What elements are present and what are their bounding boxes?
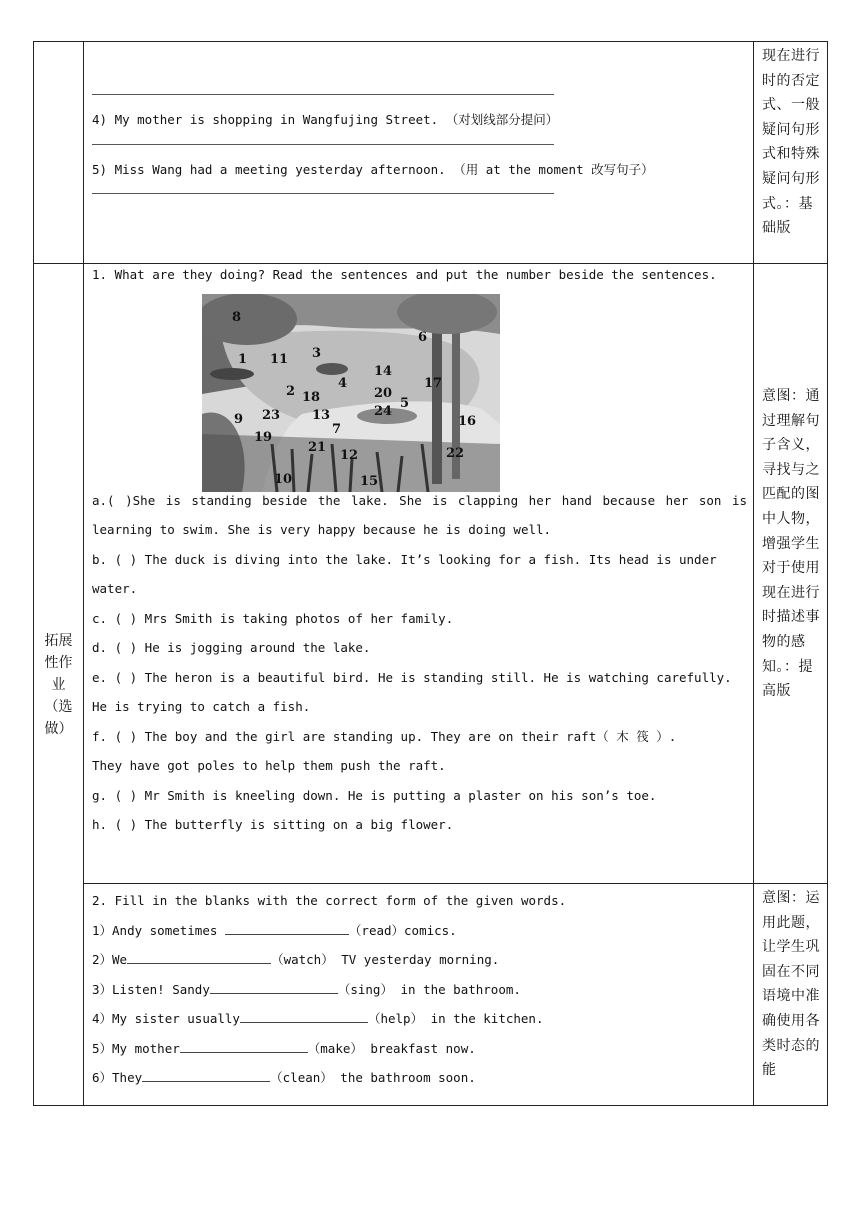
item-e: e. ( ) The heron is a beautiful bird. He is standing still. He is watching carefully. He is trying to catch a fish.	[92, 669, 732, 714]
picture-number: 21	[308, 439, 327, 455]
intent-note-ex2: 意图：运用此题，让学生巩固在不同语境中准确使用各类时态的能	[754, 884, 828, 1106]
picture-number: 8	[232, 309, 242, 325]
fill-item-2	[84, 945, 753, 975]
picture-number: 9	[234, 411, 244, 427]
ex2-instruction: 2. Fill in the blanks with the correct form of the given words.	[92, 893, 567, 908]
row-basic-exercise	[34, 42, 828, 264]
item-g: g. ( ) Mr Smith is kneeling down. He is putting a plaster on his son’s toe.	[92, 787, 657, 803]
fill-item-text: 6）They	[92, 1070, 143, 1085]
blank-line	[142, 1069, 270, 1082]
picture-number: 12	[340, 447, 359, 463]
question-5: 5) Miss Wang had a meeting yesterday afternoon. （用 at the moment 改写句子）	[92, 161, 654, 177]
exercise-cell-basic	[84, 42, 754, 264]
row-extension-ex1	[34, 264, 828, 884]
category-label: 拓展性作业（选做）	[34, 264, 84, 1106]
item-a: a.( )She is standing beside the lake. She is clapping her hand because her son is learning to swim. She is very happy because he is doing well.	[92, 492, 747, 537]
picture-number: 6	[418, 329, 428, 345]
picture-number: 20	[374, 385, 393, 401]
lake-scene-illustration	[202, 294, 500, 492]
fill-item-text: 3）Listen! Sandy	[92, 981, 210, 997]
item-b: b. ( ) The duck is diving into the lake. It’s looking for a fish. Its head is under water.	[92, 551, 717, 596]
fill-item-6	[84, 1063, 753, 1093]
picture-number: 4	[338, 375, 348, 391]
picture-number: 14	[374, 363, 393, 379]
blank-line	[210, 981, 338, 994]
fill-item-hint: （help） in the kitchen.	[367, 1011, 544, 1026]
exercise-cell-ex2	[84, 884, 754, 1106]
fill-item-hint: （make） breakfast now.	[307, 1040, 476, 1056]
category-cell-empty	[34, 42, 84, 264]
blank-line	[240, 1010, 368, 1023]
picture-number: 7	[332, 421, 342, 437]
item-f: f. ( ) The boy and the girl are standing up. They are on their raft（ 木 筏 ）.	[92, 728, 677, 744]
picture-number: 13	[312, 407, 331, 423]
answer-line	[92, 192, 554, 194]
intent-note-basic: 现在进行时的否定式、一般疑问句形式和特殊疑问句形式。：基础版	[754, 42, 828, 264]
item-h: h. ( ) The butterfly is sitting on a big flower.	[92, 817, 454, 832]
picture-number: 5	[400, 395, 410, 411]
item-f-cont: They have got poles to help them push the raft.	[92, 758, 446, 773]
blank-line	[180, 1040, 308, 1053]
fill-item-text: 2）We	[92, 952, 128, 967]
picture-number: 24	[374, 403, 393, 419]
fill-item-hint: （read）comics.	[348, 922, 457, 938]
picture-number: 16	[458, 413, 477, 429]
fill-item-hint: （sing） in the bathroom.	[337, 981, 521, 997]
fill-item-5	[84, 1034, 753, 1064]
worksheet-table	[33, 41, 828, 1106]
picture-number: 22	[446, 445, 465, 461]
question-4: 4) My mother is shopping in Wangfujing Street. （对划线部分提问）	[92, 112, 559, 127]
fill-item-text: 5）My mother	[92, 1040, 180, 1056]
fill-item-text: 1）Andy sometimes	[92, 922, 225, 938]
picture-number: 15	[360, 473, 379, 489]
picture-number: 18	[302, 389, 321, 405]
intent-note-ex1: 意图：通过理解句子含义，寻找与之匹配的图中人物，增强学生对于使用现在进行时描述事物的感知。：提高版	[754, 264, 828, 884]
exercise-cell-ex1	[84, 264, 754, 884]
item-d: d. ( ) He is jogging around the lake.	[92, 640, 371, 655]
fill-item-hint: （watch） TV yesterday morning.	[271, 952, 500, 967]
blank-line	[225, 922, 349, 935]
fill-item-hint: （clean） the bathroom soon.	[270, 1070, 476, 1085]
row-extension-ex2	[34, 884, 828, 1106]
picture-number: 10	[274, 471, 293, 487]
picture-number: 23	[262, 407, 281, 423]
picture-number: 1	[238, 351, 248, 367]
fill-item-1	[84, 916, 753, 946]
picture-number: 11	[270, 351, 289, 367]
picture-number: 2	[286, 383, 296, 399]
picture-number: 17	[424, 375, 443, 391]
blank-line	[127, 951, 271, 964]
ex1-instruction: 1. What are they doing? Read the sentences and put the number beside the sentences.	[92, 267, 717, 282]
item-c: c. ( ) Mrs Smith is taking photos of her family.	[92, 610, 454, 626]
fill-item-4	[84, 1004, 753, 1034]
fill-item-text: 4）My sister usually	[92, 1011, 240, 1026]
fill-item-3	[84, 975, 753, 1005]
picture-number: 3	[312, 345, 322, 361]
picture-number: 19	[254, 429, 273, 445]
